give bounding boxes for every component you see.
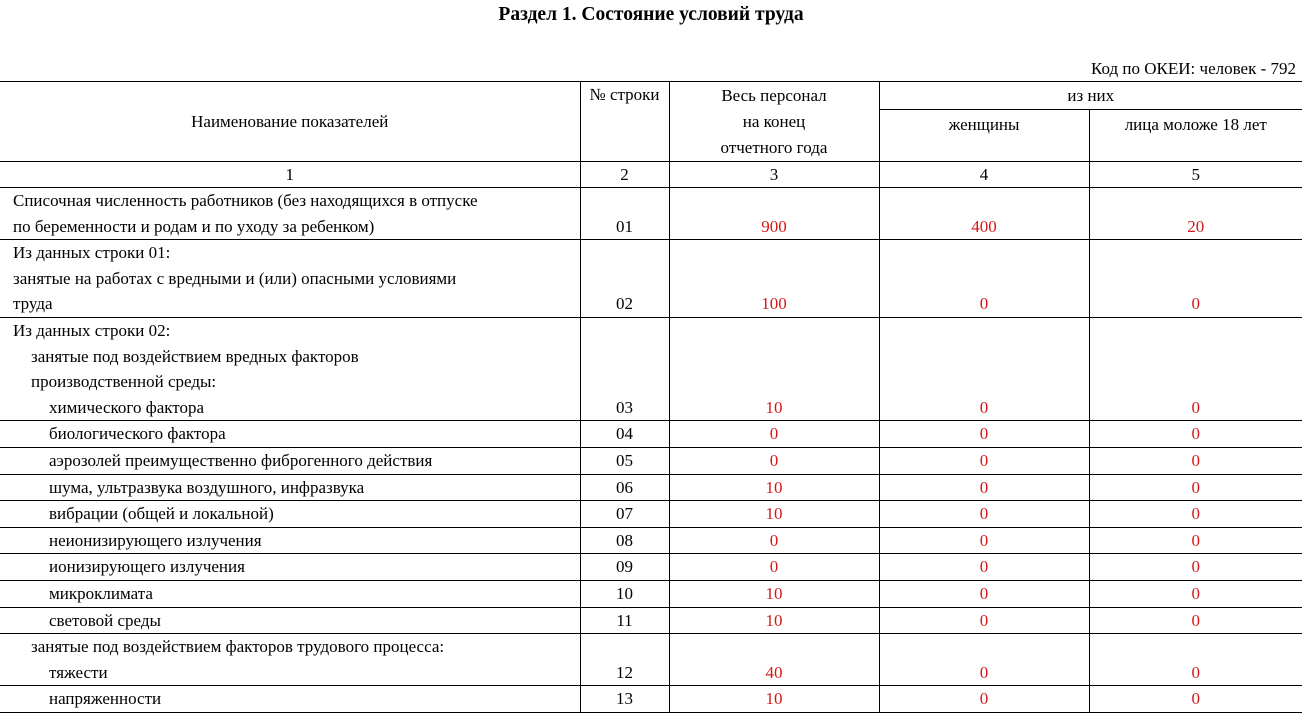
indicator-name-line: тяжести — [49, 662, 108, 682]
indicator-name — [0, 686, 580, 713]
okei-code-label: Код по ОКЕИ: человек - 792 — [1091, 59, 1296, 78]
table-row — [0, 317, 1302, 420]
indicator-name — [0, 554, 580, 581]
table-row — [0, 686, 1302, 713]
value-total: 0 — [669, 421, 879, 448]
indicator-name — [0, 317, 580, 420]
table-row — [0, 421, 1302, 448]
table-row — [0, 474, 1302, 501]
table-row — [0, 240, 1302, 318]
value-under-18: 0 — [1089, 554, 1302, 581]
value-women: 0 — [879, 686, 1089, 713]
value-women: 0 — [879, 447, 1089, 474]
indicator-name — [0, 634, 580, 686]
value-women: 400 — [879, 188, 1089, 240]
value-total: 40 — [669, 634, 879, 686]
indicator-name-line: производственной среды: — [31, 372, 217, 392]
section-title: Раздел 1. Состояние условий труда — [498, 4, 804, 25]
column-number: 1 — [0, 162, 580, 188]
indicator-name — [0, 607, 580, 634]
indicator-name-line: труда — [13, 294, 53, 314]
table-row — [0, 634, 1302, 686]
value-total: 10 — [669, 501, 879, 528]
value-under-18: 0 — [1089, 317, 1302, 420]
value-total: 100 — [669, 240, 879, 318]
indicator-name-line: занятые на работах с вредными и (или) опасными условиями — [13, 268, 457, 288]
indicator-name-line: неионизирующего излучения — [49, 530, 262, 550]
labor-conditions-table — [0, 81, 1302, 713]
header-indicator-name: Наименование показателей — [0, 82, 580, 162]
column-number: 3 — [669, 162, 879, 188]
value-total: 10 — [669, 580, 879, 607]
header-under-18: лица моложе 18 лет — [1089, 110, 1302, 162]
value-under-18: 0 — [1089, 607, 1302, 634]
value-total: 10 — [669, 607, 879, 634]
table-row — [0, 447, 1302, 474]
value-women: 0 — [879, 580, 1089, 607]
header-total-line: Весь персонал — [721, 85, 827, 105]
table-row — [0, 527, 1302, 554]
indicator-name-line: Из данных строки 02: — [13, 320, 171, 340]
value-under-18: 0 — [1089, 501, 1302, 528]
value-under-18: 20 — [1089, 188, 1302, 240]
header-women: женщины — [879, 110, 1089, 162]
indicator-name — [0, 580, 580, 607]
value-total: 900 — [669, 188, 879, 240]
indicator-name-line: напряженности — [49, 689, 162, 709]
header-total-staff — [669, 82, 879, 162]
value-under-18: 0 — [1089, 474, 1302, 501]
value-women: 0 — [879, 607, 1089, 634]
indicator-name — [0, 421, 580, 448]
indicator-name-line: световой среды — [49, 610, 161, 630]
header-total-line: отчетного года — [720, 137, 828, 157]
column-number: 4 — [879, 162, 1089, 188]
table-row — [0, 580, 1302, 607]
value-total: 0 — [669, 447, 879, 474]
value-women: 0 — [879, 240, 1089, 318]
header-total-line: на конец — [742, 111, 806, 131]
value-total: 10 — [669, 686, 879, 713]
value-under-18: 0 — [1089, 580, 1302, 607]
row-code: 04 — [580, 421, 669, 448]
value-women: 0 — [879, 634, 1089, 686]
value-total: 10 — [669, 474, 879, 501]
value-total: 0 — [669, 554, 879, 581]
indicator-name — [0, 188, 580, 240]
indicator-name-line: вибрации (общей и локальной) — [49, 504, 274, 524]
row-code: 06 — [580, 474, 669, 501]
row-code: 09 — [580, 554, 669, 581]
value-under-18: 0 — [1089, 240, 1302, 318]
table-row — [0, 501, 1302, 528]
indicator-name-line: шума, ультразвука воздушного, инфразвука — [49, 477, 365, 497]
table-row — [0, 607, 1302, 634]
indicator-name-line: Списочная численность работников (без находящихся в отпуске — [13, 191, 478, 210]
row-code: 02 — [580, 240, 669, 318]
row-code: 13 — [580, 686, 669, 713]
value-women: 0 — [879, 317, 1089, 420]
column-number: 5 — [1089, 162, 1302, 188]
row-code: 05 — [580, 447, 669, 474]
header-of-them: из них — [879, 82, 1302, 110]
indicator-name-line: аэрозолей преимущественно фиброгенного действия — [49, 450, 433, 470]
indicator-name-line: микроклимата — [49, 583, 153, 603]
indicator-name-line: занятые под воздействием факторов трудового процесса: — [31, 637, 445, 657]
value-total: 10 — [669, 317, 879, 420]
indicator-name — [0, 501, 580, 528]
value-women: 0 — [879, 527, 1089, 554]
indicator-name — [0, 527, 580, 554]
value-women: 0 — [879, 501, 1089, 528]
value-total: 0 — [669, 527, 879, 554]
indicator-name — [0, 474, 580, 501]
row-code: 11 — [580, 607, 669, 634]
indicator-name-line: ионизирующего излучения — [49, 557, 245, 577]
row-code: 01 — [580, 188, 669, 240]
header-row-number: № строки — [580, 82, 669, 162]
row-code: 10 — [580, 580, 669, 607]
table-row — [0, 188, 1302, 240]
indicator-name-line: Из данных строки 01: — [13, 243, 171, 263]
indicator-name-line: химического фактора — [49, 397, 205, 417]
value-women: 0 — [879, 421, 1089, 448]
value-women: 0 — [879, 554, 1089, 581]
table-row — [0, 554, 1302, 581]
indicator-name — [0, 240, 580, 318]
value-under-18: 0 — [1089, 447, 1302, 474]
value-women: 0 — [879, 474, 1089, 501]
value-under-18: 0 — [1089, 686, 1302, 713]
indicator-name — [0, 447, 580, 474]
indicator-name-line: биологического фактора — [49, 424, 226, 444]
column-numbers-row — [0, 162, 1302, 188]
value-under-18: 0 — [1089, 421, 1302, 448]
row-code: 07 — [580, 501, 669, 528]
row-code: 12 — [580, 634, 669, 686]
indicator-name-line: занятые под воздействием вредных факторов — [31, 346, 359, 366]
value-under-18: 0 — [1089, 634, 1302, 686]
column-number: 2 — [580, 162, 669, 188]
row-code: 03 — [580, 317, 669, 420]
value-under-18: 0 — [1089, 527, 1302, 554]
indicator-name-line: по беременности и родам и по уходу за ребенком) — [13, 216, 375, 236]
row-code: 08 — [580, 527, 669, 554]
